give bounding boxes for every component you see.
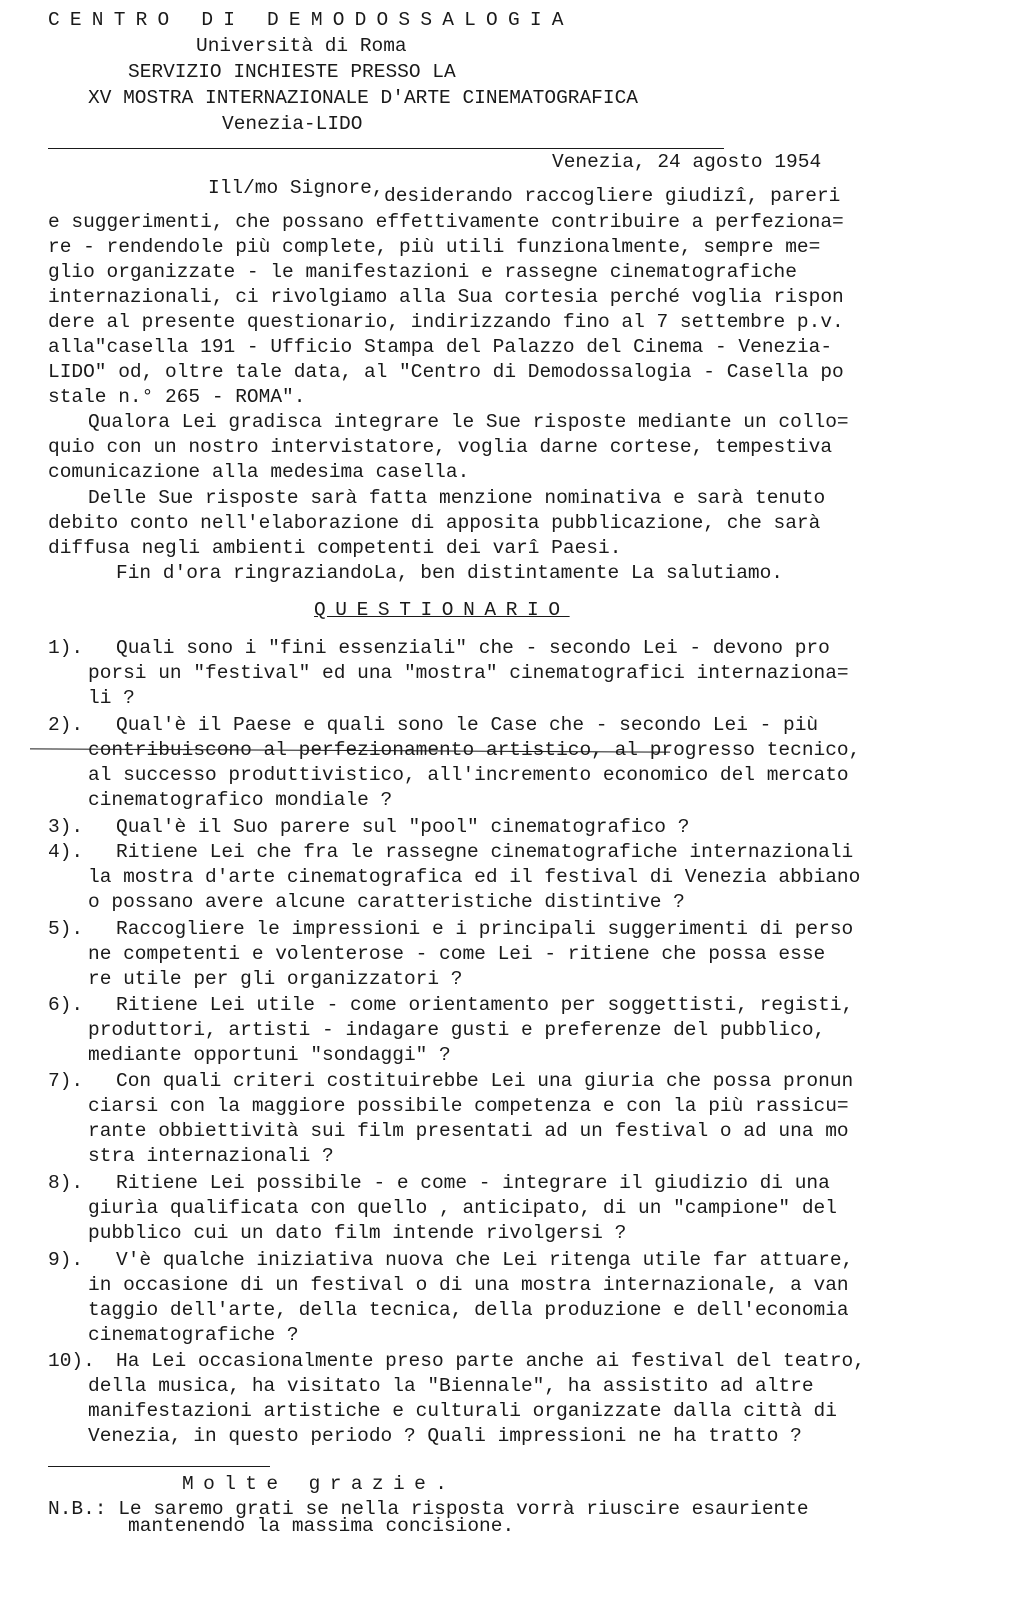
question-number: 4). <box>48 841 84 863</box>
question-line: ciarsi con la maggiore possibile competenza e con la più rassicu= <box>88 1095 849 1117</box>
letter-line: LIDO" od, oltre tale data, al "Centro di Demodossalogia - Casella po <box>48 361 844 383</box>
letter-line: re - rendendole più complete, più utili funzionalmente, sempre me= <box>48 236 821 258</box>
question-number: 1). <box>48 637 84 659</box>
question-line: Venezia, in questo periodo ? Quali impressioni ne ha tratto ? <box>88 1425 802 1447</box>
question-line: Qual'è il Paese e quali sono le Case che - secondo Lei - più <box>116 714 819 736</box>
header-rule <box>48 148 724 149</box>
question-line: taggio dell'arte, della tecnica, della produzione e dell'economia <box>88 1299 849 1321</box>
letter-line: desiderando raccogliere giudizî, pareri <box>384 185 841 207</box>
question-line: manifestazioni artistiche e culturali organizzate dalla città di <box>88 1400 837 1422</box>
letterhead-university: Università di Roma <box>196 35 407 57</box>
closing-thanks: Molte grazie. <box>182 1473 457 1495</box>
letterhead-place: Venezia-LIDO <box>222 113 363 135</box>
letter-line: alla"casella 191 - Ufficio Stampa del Palazzo del Cinema - Venezia- <box>48 336 833 358</box>
letter-line: glio organizzate - le manifestazioni e rassegne cinematografiche <box>48 261 797 283</box>
question-line: in occasione di un festival o di una mostra internazionale, a van <box>88 1274 849 1296</box>
question-line: cinematografiche ? <box>88 1324 299 1346</box>
question-number: 6). <box>48 994 84 1016</box>
question-line: cinematografico mondiale ? <box>88 789 393 811</box>
closing-rule <box>48 1466 270 1467</box>
question-line: porsi un "festival" ed una "mostra" cinematografici internaziona= <box>88 662 849 684</box>
question-line: o possano avere alcune caratteristiche distintive ? <box>88 891 685 913</box>
questionnaire-title: QUESTIONARIO <box>314 599 570 621</box>
question-line: stra internazionali ? <box>88 1145 334 1167</box>
question-line: contribuiscono al perfezionamento artistico, al progresso tecnico, <box>88 739 861 761</box>
letter-line: debito conto nell'elaborazione di apposita pubblicazione, che sarà <box>48 512 821 534</box>
note-line: mantenendo la massima concisione. <box>128 1515 515 1537</box>
question-number: 7). <box>48 1070 84 1092</box>
question-line: Quali sono i "fini essenziali" che - secondo Lei - devono pro <box>116 637 830 659</box>
letter-line: Delle Sue risposte sarà fatta menzione nominativa e sarà tenuto <box>88 487 826 509</box>
question-line: pubblico cui un dato film intende rivolgersi ? <box>88 1222 627 1244</box>
question-line: giurìa qualificata con quello , anticipato, di un "campione" del <box>88 1197 837 1219</box>
letterhead-exhibition: XV MOSTRA INTERNAZIONALE D'ARTE CINEMATOGRAFICA <box>88 87 638 109</box>
question-line: Qual'è il Suo parere sul "pool" cinematografico ? <box>116 816 690 838</box>
letter-line: diffusa negli ambienti competenti dei varî Paesi. <box>48 537 622 559</box>
question-line: la mostra d'arte cinematografica ed il festival di Venezia abbiano <box>88 866 861 888</box>
letter-date: Venezia, 24 agosto 1954 <box>552 151 822 173</box>
letter-line: e suggerimenti, che possano effettivamente contribuire a perfeziona= <box>48 211 844 233</box>
letter-line: stale n.° 265 - ROMA". <box>48 386 306 408</box>
question-line: Raccogliere le impressioni e i principali suggerimenti di perso <box>116 918 854 940</box>
question-number: 2). <box>48 714 84 736</box>
letter-line: comunicazione alla medesima casella. <box>48 461 470 483</box>
question-number: 3). <box>48 816 84 838</box>
question-line: ne competenti e volenterose - come Lei - ritiene che possa esse <box>88 943 826 965</box>
question-line: re utile per gli organizzatori ? <box>88 968 463 990</box>
letter-line: Qualora Lei gradisca integrare le Sue risposte mediante un collo= <box>88 411 849 433</box>
question-number: 9). <box>48 1249 84 1271</box>
question-line: Con quali criteri costituirebbe Lei una giuria che possa pronun <box>116 1070 854 1092</box>
question-line: li ? <box>88 687 135 709</box>
question-number: 10). <box>48 1350 95 1372</box>
question-number: 5). <box>48 918 84 940</box>
question-line: produttori, artisti - indagare gusti e preferenze del pubblico, <box>88 1019 826 1041</box>
letterhead-org: CENTRO DI DEMODOSSALOGIA <box>48 9 574 31</box>
letter-line: dere al presente questionario, indirizzando fino al 7 settembre p.v. <box>48 311 844 333</box>
question-line: della musica, ha visitato la "Biennale", ha assistito ad altre <box>88 1375 814 1397</box>
question-line: V'è qualche iniziativa nuova che Lei ritenga utile far attuare, <box>116 1249 854 1271</box>
question-line: rante obbiettività sui film presentati ad un festival o ad una mo <box>88 1120 849 1142</box>
letterhead-service: SERVIZIO INCHIESTE PRESSO LA <box>128 61 456 83</box>
note-line: N.B.: Le saremo grati se nella risposta vorrà riuscire esauriente <box>48 1498 809 1520</box>
question-line: Ha Lei occasionalmente preso parte anche ai festival del teatro, <box>116 1350 865 1372</box>
question-number: 8). <box>48 1172 84 1194</box>
letter-line: Fin d'ora ringraziandoLa, ben distintamente La salutiamo. <box>116 562 784 584</box>
letter-line: quio con un nostro intervistatore, voglia darne cortese, tempestiva <box>48 436 833 458</box>
question-line: Ritiene Lei utile - come orientamento per soggettisti, registi, <box>116 994 854 1016</box>
question-line: Ritiene Lei possibile - e come - integrare il giudizio di una <box>116 1172 830 1194</box>
question-line: al successo produttivistico, all'incremento economico del mercato <box>88 764 849 786</box>
letter-line: internazionali, ci rivolgiamo alla Sua cortesia perché voglia rispon <box>48 286 844 308</box>
question-line: mediante opportuni "sondaggi" ? <box>88 1044 451 1066</box>
question-line: Ritiene Lei che fra le rassegne cinematografiche internazionali <box>116 841 854 863</box>
salutation: Ill/mo Signore, <box>208 177 384 199</box>
